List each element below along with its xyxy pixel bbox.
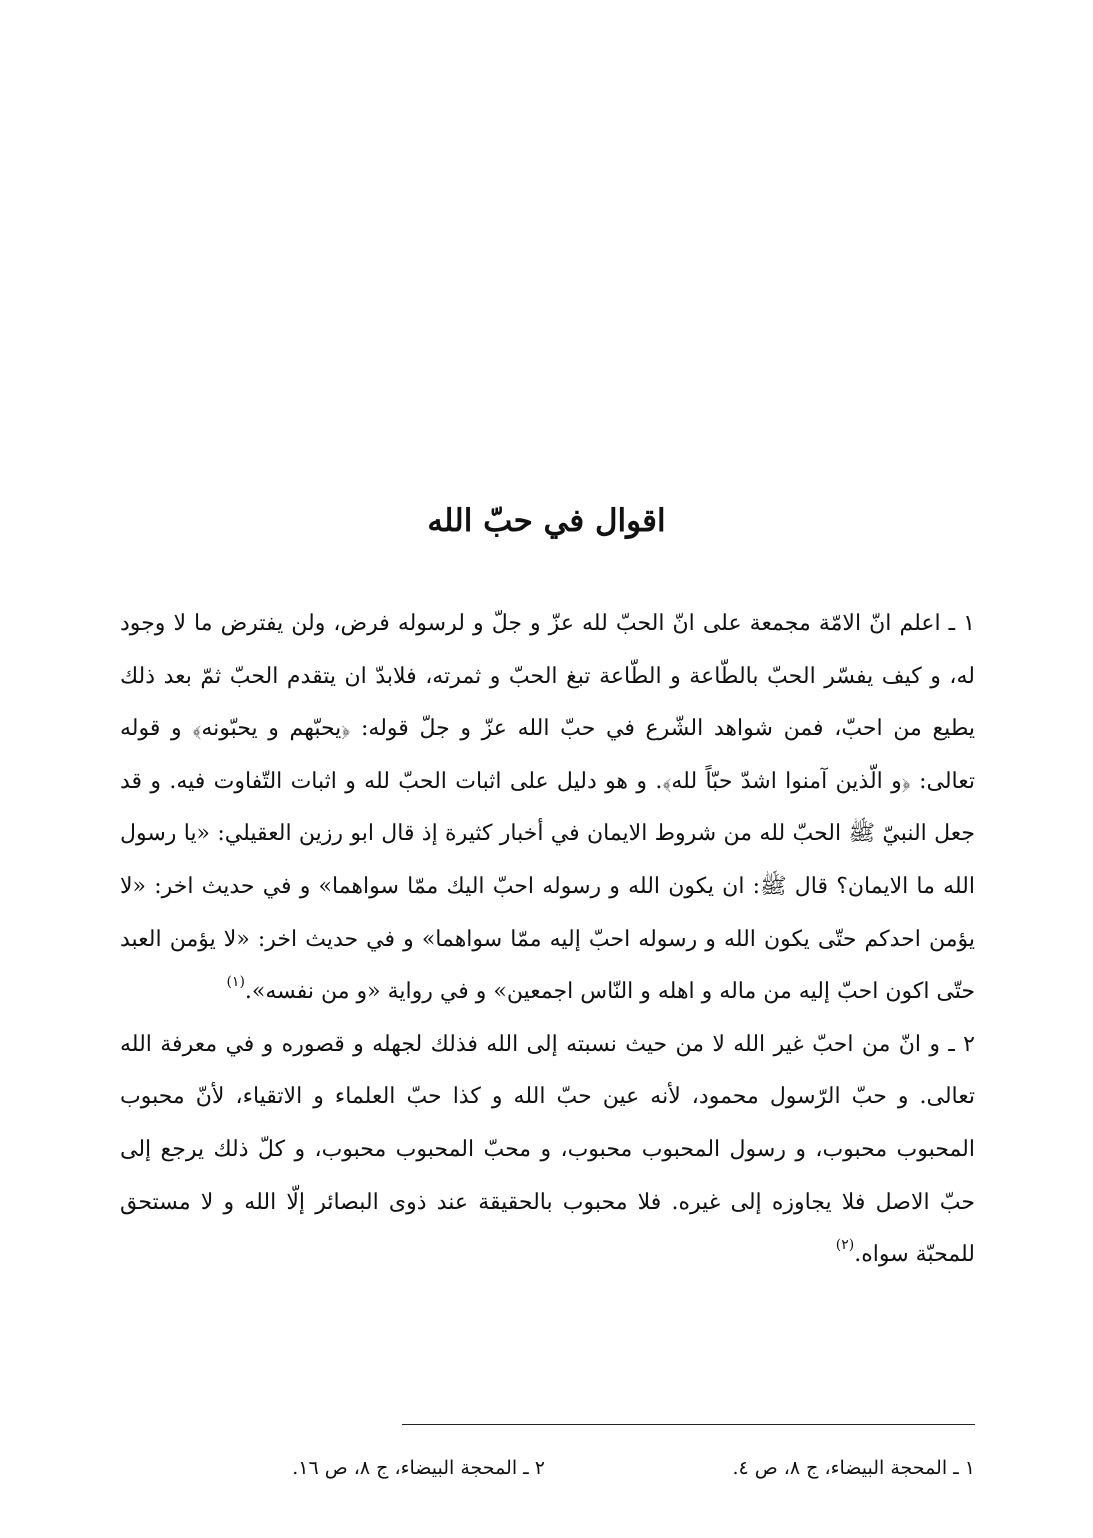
footnote-1: ١ ـ المحجة البيضاء، ج ٨، ص ٤. [732,1457,975,1479]
footnote-ref-1: (١) [226,974,245,991]
body-text [120,598,975,1282]
footnote-divider [402,1424,975,1425]
footnote-ref-2: (٢) [835,1237,855,1254]
paragraph-2 [120,1019,975,1282]
page-title: اقوال في حبّ الله [427,502,666,539]
paragraph-1-text: ١ ـ اعلم انّ الامّة مجمعة على انّ الحبّ لله عزّ و جلّ و لرسوله فرض، ولن يفترض ما لا وجود له، و كيف يفسّر الحبّ بالطّاعة و الطّاعة تبغ الحبّ و ثمرته، فلابدّ ان يتقدم الحبّ ثمّ بعد ذلك يطيع من احبّ، فمن شواهد الشّرع في حبّ الله عزّ و جلّ قوله: ﴿يحبّهم و يحبّونه﴾ و قوله تعالى: ﴿و الّذين آمنوا اشدّ حبّاً لله﴾. و هو دليل على اثبات الحبّ لله و اثبات التّفاوت فيه. و قد جعل النبيّ ﷺ الحبّ لله من شروط الايمان في أخبار كثيرة إذ قال ابو رزين العقيلي: «يا رسول الله ما الايمان؟ قال ﷺ: ان يكون الله و رسوله احبّ اليك ممّا سواهما» و في حديث اخر: «لا يؤمن احدكم حتّى يكون الله و رسوله احبّ إليه ممّا سواهما» و في حديث اخر: «لا يؤمن العبد حتّى اكون احبّ إليه من ماله و اهله و النّاس اجمعين» و في رواية «و من نفسه». [120,611,975,1005]
paragraph-1 [120,598,975,1019]
footnote-2: ٢ ـ المحجة البيضاء، ج ٨، ص ١٦. [292,1457,545,1479]
paragraph-2-text: ٢ ـ و انّ من احبّ غير الله لا من حيث نسبته إلى الله فذلك لجهله و قصوره و في معرفة الله تعالى. و حبّ الرّسول محمود، لأنه عين حبّ الله و كذا حبّ العلماء و الاتقياء، لأنّ محبوب المحبوب محبوب، و رسول المحبوب محبوب، و محبّ المحبوب محبوب، و كلّ ذلك يرجع إلى حبّ الاصل فلا يجاوزه إلى غيره. فلا محبوب بالحقيقة عند ذوى البصائر إلّا الله و لا مستحق للمحبّة سواه. [120,1031,975,1268]
